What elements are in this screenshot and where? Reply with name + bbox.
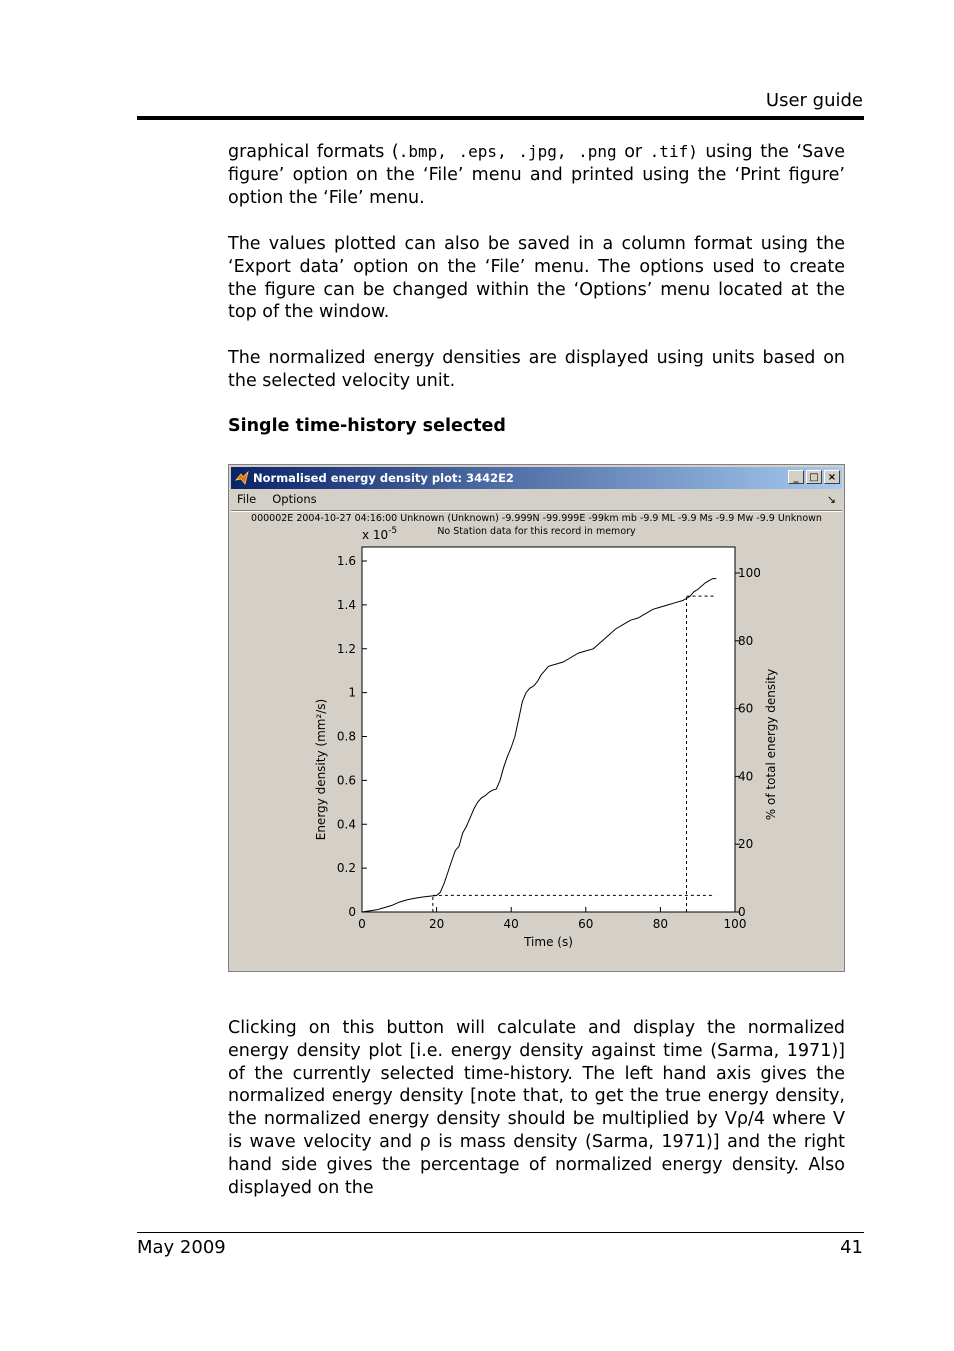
right-y-tick-label: 20 bbox=[738, 837, 754, 852]
y-tick-label: 1.4 bbox=[336, 597, 356, 612]
footer-date: May 2009 bbox=[137, 1237, 226, 1258]
header-rule bbox=[137, 116, 864, 120]
menu-separator bbox=[231, 510, 842, 512]
y-tick-label: 0.6 bbox=[336, 773, 356, 788]
paragraph-export: The values plotted can also be saved in a column format using the ‘Export data’ option on the ‘File’ menu. The options used to create the figure can be changed within the ‘Options’ menu located at the top of the window. bbox=[228, 234, 845, 323]
para1-text-c: using the ‘Save figure’ option on the ‘File’ menu and printed using the ‘Print figure’ option the ‘File’ menu. bbox=[228, 142, 846, 208]
x-tick-label: 0 bbox=[358, 917, 366, 931]
dock-arrow-icon[interactable]: ↘ bbox=[826, 493, 836, 506]
window-titlebar[interactable] bbox=[231, 467, 842, 489]
matlab-icon bbox=[235, 471, 249, 485]
paragraph-formats bbox=[228, 141, 845, 209]
y-tick-label: 1.2 bbox=[336, 641, 356, 656]
right-y-axis-label: % of total energy density bbox=[764, 668, 778, 821]
x-axis-label: Time (s) bbox=[524, 935, 573, 949]
x-tick-label: 80 bbox=[652, 917, 669, 931]
y-tick-label: 1 bbox=[348, 685, 356, 700]
y-tick-label: 1.6 bbox=[336, 554, 356, 568]
x-tick-label: 100 bbox=[723, 917, 747, 931]
y-multiplier: x $10^{-5}$ bbox=[362, 526, 398, 542]
paragraph-description: Clicking on this button will calculate and display the normalized energy density plot [i.e. energy density against time (Sarma, 1971)] of the currently selected time-history. The left hand axis gives the normalized energy density [note that, to get the true energy density, the normalized energy density should be multiplied by Vρ/4 where V is wave velocity and ρ is mass density (Sarma, 1971)] and the right hand side gives the percentage of normalized energy density. Also displayed on the bbox=[228, 1018, 845, 1198]
paragraph-units: The normalized energy densities are displayed using units based on the selected velocity unit. bbox=[228, 348, 845, 391]
minimize-button[interactable]: _ bbox=[788, 470, 804, 484]
x-tick-label: 20 bbox=[428, 917, 445, 931]
station-info: No Station data for this record in memory bbox=[437, 526, 636, 537]
window-title: Normalised energy density plot: 3442E2 bbox=[253, 471, 514, 485]
running-header: User guide bbox=[765, 90, 863, 111]
subheading: Single time-history selected bbox=[228, 416, 506, 436]
para1-text-b: or bbox=[616, 142, 650, 162]
right-y-tick-label: 60 bbox=[738, 701, 754, 716]
x-tick-label: 60 bbox=[578, 917, 594, 931]
right-y-tick-label: 40 bbox=[738, 769, 754, 784]
y-tick-label: 0 bbox=[348, 905, 356, 919]
para1-code-b: .tif) bbox=[649, 142, 698, 161]
right-y-tick-label: 100 bbox=[738, 566, 761, 580]
record-info: 000002E 2004-10-27 04:16:00 Unknown (Unknown) -9.999N -99.999E -99km mb -9.9 ML -9.9 Ms -9.9 Mw -9.9 Unknown bbox=[251, 513, 822, 524]
para1-text-a: graphical formats ( bbox=[228, 142, 399, 162]
maximize-button[interactable]: □ bbox=[806, 470, 822, 484]
para1-code-a: .bmp, .eps, .jpg, .png bbox=[398, 142, 617, 161]
close-button[interactable]: × bbox=[824, 470, 840, 484]
footer-rule bbox=[137, 1232, 864, 1233]
page-number: 41 bbox=[840, 1237, 863, 1258]
y-tick-label: 0.8 bbox=[336, 729, 356, 744]
right-y-tick-label: 0 bbox=[738, 905, 746, 919]
menu-file[interactable]: File bbox=[237, 492, 257, 506]
y-axis-label: Energy density (mm²/s) bbox=[314, 698, 328, 841]
x-tick-label: 40 bbox=[503, 917, 519, 931]
right-y-tick-label: 80 bbox=[738, 633, 754, 648]
figure-window bbox=[228, 464, 845, 972]
y-tick-label: 0.2 bbox=[336, 861, 356, 876]
menu-options[interactable]: Options bbox=[272, 492, 317, 506]
menubar bbox=[231, 490, 842, 509]
y-tick-label: 0.4 bbox=[336, 817, 356, 832]
